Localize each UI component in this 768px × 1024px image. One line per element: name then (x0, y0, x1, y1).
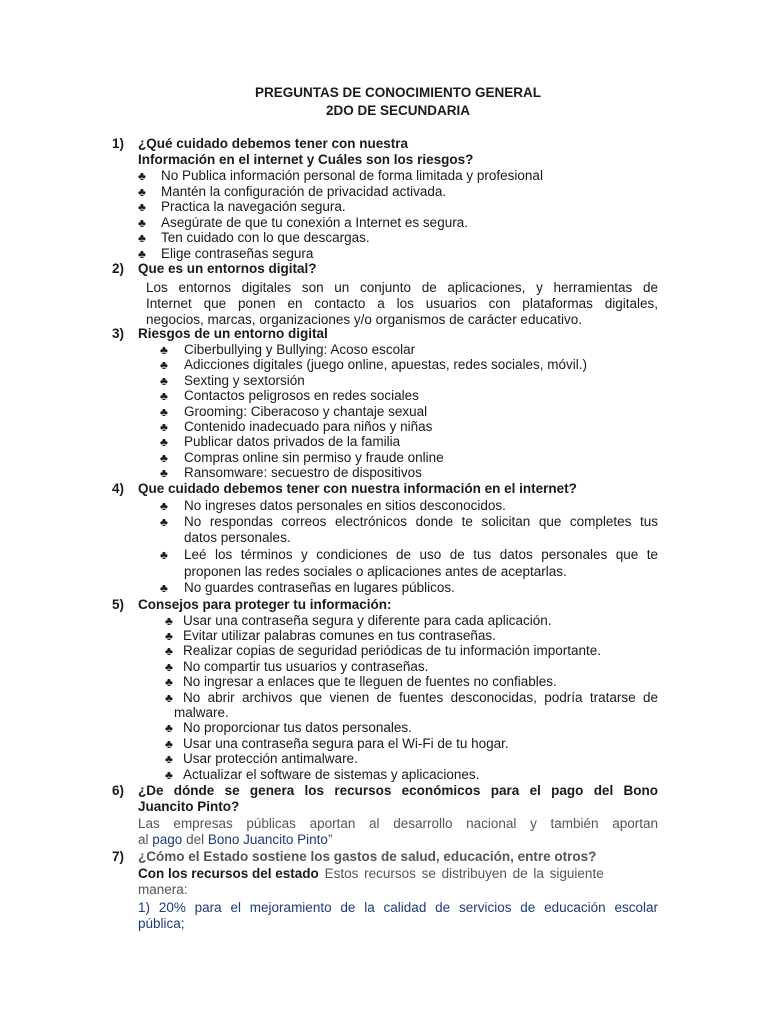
club-bullet-icon: ♣ (165, 768, 173, 782)
club-bullet-icon: ♣ (160, 451, 168, 465)
club-bullet-icon: ♣ (160, 374, 168, 388)
question-number: 4) (112, 481, 125, 496)
question-text: Riesgos de un entorno digital (138, 326, 328, 341)
question-text: ¿Qué cuidado debemos tener con nuestra (138, 136, 409, 151)
list-item: Usar una contraseña segura y diferente para cada aplicación. (183, 613, 552, 628)
list-item: No respondas correos electrónicos donde te solicitan que completes tus (184, 514, 658, 529)
list-item: No guardes contraseñas en lugares públicos. (184, 580, 455, 595)
club-bullet-icon: ♣ (165, 660, 173, 674)
list-item: No Publica información personal de forma limitada y profesional (161, 168, 543, 183)
question-text: ¿De dónde se genera los recursos económicos para el pago del Bono (138, 783, 658, 798)
club-bullet-icon: ♣ (138, 200, 146, 214)
list-item: Usar protección antimalware. (183, 751, 358, 766)
question-number: 6) (112, 783, 125, 798)
answer-line (138, 866, 658, 881)
club-bullet-icon: ♣ (165, 691, 173, 705)
club-bullet-icon: ♣ (160, 389, 168, 403)
club-bullet-icon: ♣ (160, 343, 168, 357)
list-item: Evitar utilizar palabras comunes en tus contraseñas. (183, 628, 496, 643)
question-number: 3) (112, 326, 125, 341)
answer-line: Internet que ponen en contacto a los usuarios con plataformas digitales, (146, 296, 658, 311)
question-number: 7) (112, 849, 125, 864)
club-bullet-icon: ♣ (138, 231, 146, 245)
question-text: Información en el internet y Cuáles son los riesgos? (138, 152, 474, 167)
answer-line: pública; (138, 916, 185, 931)
list-item: No compartir tus usuarios y contraseñas. (183, 659, 429, 674)
answer-text: del (182, 832, 208, 847)
list-item-continued: proponen las redes sociales o aplicaciones antes de aceptarlas. (184, 564, 567, 579)
list-item: Ten cuidado con lo que descargas. (161, 230, 370, 245)
list-item: Practica la navegación segura. (161, 199, 346, 214)
answer-line: negocios, marcas, organizaciones y/o organismos de carácter educativo. (146, 312, 582, 327)
answer-line: manera: (138, 882, 188, 897)
answer-link-bono: Bono Juancito Pinto (207, 832, 328, 847)
list-item: No proporcionar tus datos personales. (183, 720, 412, 735)
answer-line: Los entornos digitales son un conjunto de aplicaciones, y herramientas de (146, 280, 658, 295)
club-bullet-icon: ♣ (165, 644, 173, 658)
list-item: Asegúrate de que tu conexión a Internet es segura. (161, 215, 468, 230)
list-item: Ransomware: secuestro de dispositivos (184, 465, 422, 480)
club-bullet-icon: ♣ (165, 721, 173, 735)
list-item: Contenido inadecuado para niños y niñas (184, 419, 433, 434)
list-item: No ingreses datos personales en sitios desconocidos. (184, 498, 506, 513)
club-bullet-icon: ♣ (138, 185, 146, 199)
list-item: Publicar datos privados de la familia (184, 434, 401, 449)
question-number: 1) (112, 136, 125, 151)
list-item-continued: malware. (174, 705, 229, 720)
question-text: Juancito Pinto? (138, 799, 240, 814)
document-title: PREGUNTAS DE CONOCIMIENTO GENERAL (254, 85, 542, 100)
club-bullet-icon: ♣ (160, 435, 168, 449)
list-item: Elige contraseñas segura (161, 246, 314, 261)
answer-text: ” (327, 832, 333, 847)
list-item: Contactos peligrosos en redes sociales (184, 388, 419, 403)
club-bullet-icon: ♣ (160, 499, 168, 513)
club-bullet-icon: ♣ (160, 420, 168, 434)
question-text: ¿Cómo el Estado sostiene los gastos de salud, educación, entre otros? (138, 849, 597, 864)
list-item-continued: datos personales. (184, 530, 291, 545)
list-item: No ingresar a enlaces que te lleguen de fuentes no confiables. (183, 674, 557, 689)
club-bullet-icon: ♣ (160, 358, 168, 372)
answer-text: Estos recursos se distribuyen de la siguiente (318, 866, 604, 881)
club-bullet-icon: ♣ (138, 216, 146, 230)
club-bullet-icon: ♣ (138, 169, 146, 183)
club-bullet-icon: ♣ (165, 752, 173, 766)
question-number: 5) (112, 597, 125, 612)
answer-bold: Con los recursos del estado (138, 866, 319, 881)
club-bullet-icon: ♣ (160, 466, 168, 480)
question-text: Consejos para proteger tu información: (138, 597, 392, 612)
answer-line-2 (138, 832, 332, 847)
answer-link-pago: pago (152, 832, 183, 847)
club-bullet-icon: ♣ (160, 515, 168, 529)
document-subtitle: 2DO DE SECUNDARIA (325, 103, 471, 118)
list-item: Adicciones digitales (juego online, apuestas, redes sociales, móvil.) (184, 357, 587, 372)
question-text: Que es un entornos digital? (138, 261, 317, 276)
list-item: Sexting y sextorsión (184, 373, 305, 388)
list-item: Ciberbullying y Bullying: Acoso escolar (184, 342, 416, 357)
answer-text: al (138, 832, 153, 847)
list-item: Leé los términos y condiciones de uso de tus datos personales que te (184, 547, 658, 562)
list-item: Usar una contraseña segura para el Wi-Fi de tu hogar. (183, 736, 509, 751)
question-text: Que cuidado debemos tener con nuestra información en el internet? (138, 481, 577, 496)
club-bullet-icon: ♣ (160, 581, 168, 595)
list-item: Grooming: Ciberacoso y chantaje sexual (184, 404, 428, 419)
list-item: Actualizar el software de sistemas y aplicaciones. (183, 767, 480, 782)
list-item: Realizar copias de seguridad periódicas de tu información importante. (183, 643, 601, 658)
list-item: Mantén la configuración de privacidad activada. (161, 184, 447, 199)
club-bullet-icon: ♣ (165, 614, 173, 628)
club-bullet-icon: ♣ (165, 675, 173, 689)
club-bullet-icon: ♣ (165, 737, 173, 751)
club-bullet-icon: ♣ (160, 548, 168, 562)
answer-line: Las empresas públicas aportan al desarrollo nacional y también aportan (138, 816, 658, 831)
club-bullet-icon: ♣ (160, 405, 168, 419)
club-bullet-icon: ♣ (165, 629, 173, 643)
answer-line: 1) 20% para el mejoramiento de la calidad de servicios de educación escolar (138, 900, 658, 915)
question-number: 2) (112, 261, 125, 276)
club-bullet-icon: ♣ (138, 247, 146, 261)
list-item: No abrir archivos que vienen de fuentes desconocidas, podría tratarse de (183, 690, 658, 705)
list-item: Compras online sin permiso y fraude online (184, 450, 444, 465)
